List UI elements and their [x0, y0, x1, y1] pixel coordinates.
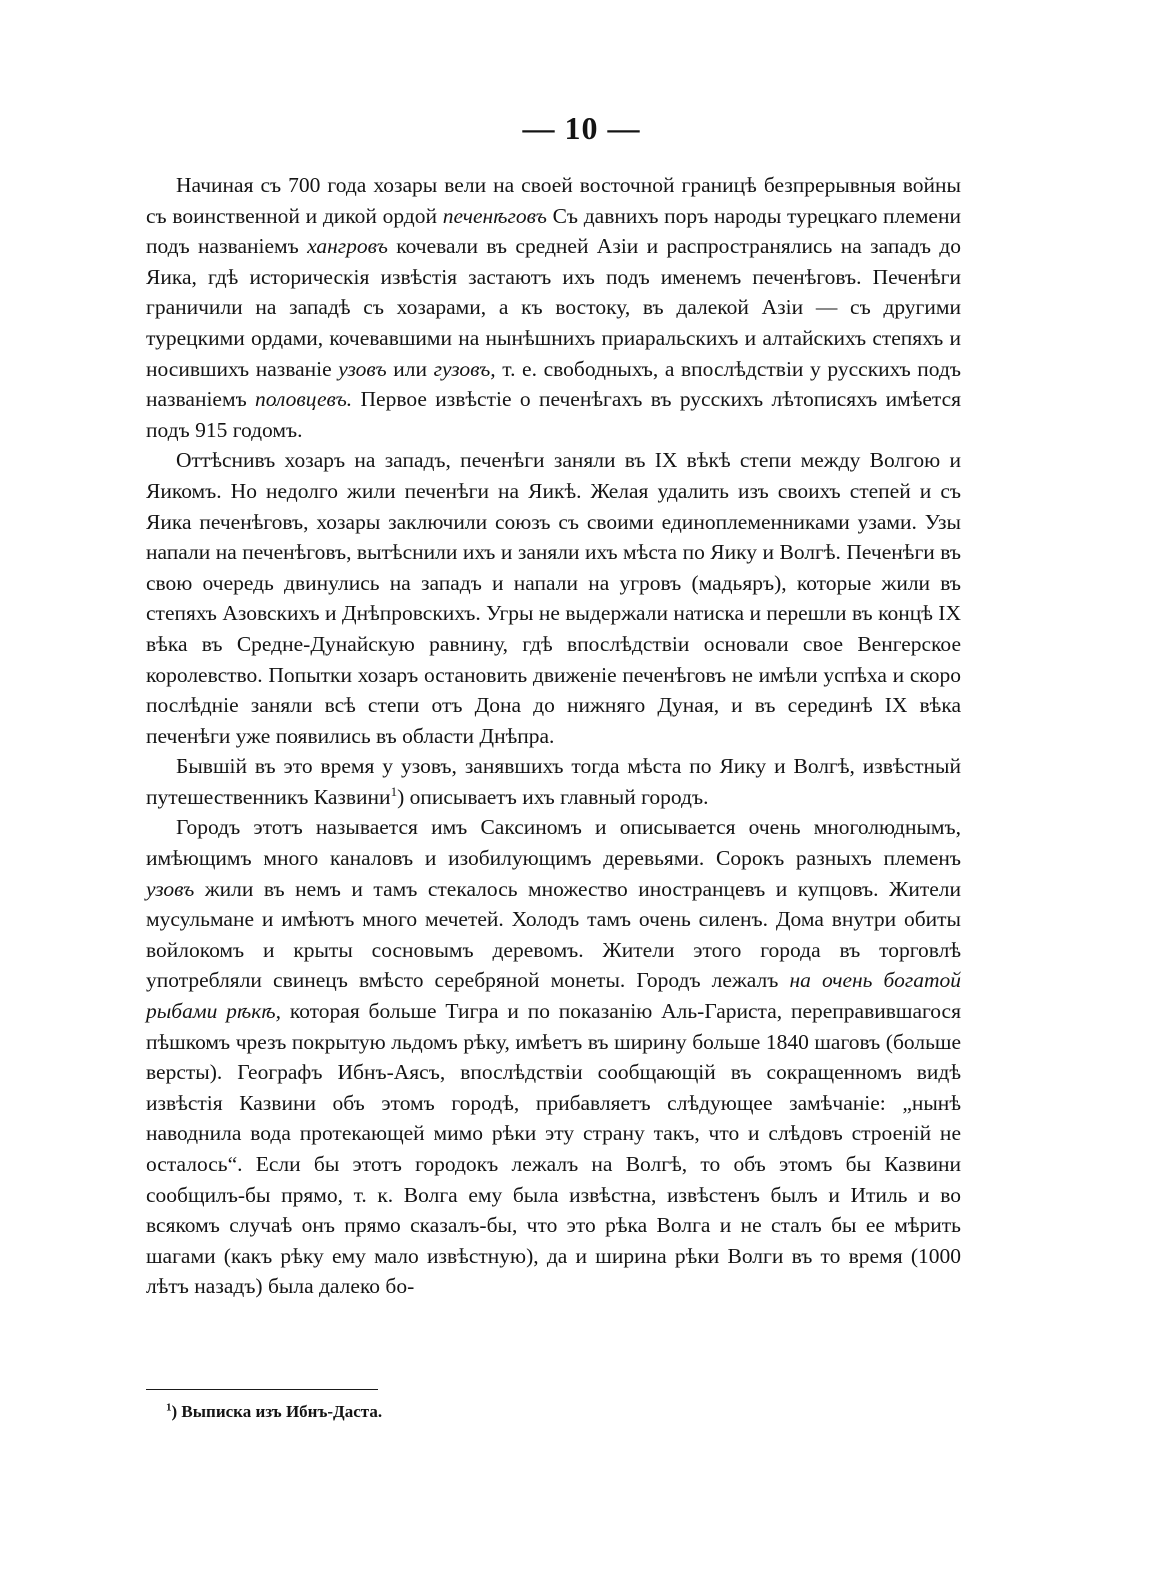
paragraph: [146, 751, 961, 812]
text-segment: ) описываетъ ихъ главный городъ.: [397, 784, 709, 809]
emphasis-text: узовъ: [146, 876, 195, 901]
footnote-marker: 1: [166, 1401, 172, 1414]
emphasis-text: печенѣговъ: [442, 203, 547, 228]
main-text: [146, 170, 961, 1302]
paragraph: [146, 170, 961, 445]
text-segment: которая больше Тигра и по показанію Аль-Гариста, переправившагося пѣшкомъ чрезъ покрытую льдомъ рѣку, имѣетъ въ ширину больше 1840 шаговъ (больше версты). Географъ Ибнъ-Аясъ, впослѣдствіи сообщающій въ сокращенномъ видѣ извѣстія Казвини объ этомъ городѣ, прибавляетъ слѣдующее замѣчаніе: „нынѣ наводнила вода протекающей мимо рѣки эту страну такъ, что и слѣдовъ строеній не осталось“. Если бы этотъ городокъ лежалъ на Волгѣ, то объ этомъ бы Казвини сообщилъ-бы прямо, т. к. Волга ему была извѣстна, извѣстенъ былъ и Итиль и во всякомъ случаѣ онъ прямо сказалъ-бы, что это рѣка Волга и не сталъ бы ее мѣрить шагами (какъ рѣку ему мало извѣстную), да и ширина рѣки Волги въ то время (1000 лѣтъ назадъ) была далеко бо-: [146, 999, 961, 1299]
emphasis-text: гузовъ,: [433, 356, 496, 381]
emphasis-text: узовъ: [338, 356, 387, 381]
text-segment: Начиная съ 700 года хозары вели на своей восточной границѣ безпрерывныя войны съ воинственной и дикой ордой: [146, 173, 961, 228]
page-number: — 10 —: [522, 110, 641, 146]
paragraph: [146, 445, 961, 751]
footnote-reference: 1: [390, 783, 398, 799]
text-segment: т. е. свободныхъ, а впослѣдствіи у русскихъ подъ названіемъ: [146, 356, 961, 412]
paragraph: [146, 812, 961, 1302]
text-segment: или: [386, 356, 434, 381]
footnote: [166, 1402, 382, 1422]
footnote-divider: [146, 1389, 378, 1390]
emphasis-text: половцевъ.: [255, 387, 353, 412]
emphasis-text: хангровъ: [307, 234, 388, 259]
emphasis-text: на очень богатой рыбами рѣкѣ,: [146, 968, 961, 1024]
text-segment: Оттѣснивъ хозаръ на западъ, печенѣги заняли въ IX вѣкѣ степи между Волгою и Яикомъ. Но недолго жили печенѣги на Яикѣ. Желая удалить изъ своихъ степей и съ Яика печенѣговъ, хозары заключили союзъ съ своими единоплеменниками узами. Узы напали на печенѣговъ, вытѣснили ихъ и заняли ихъ мѣста по Яику и Волгѣ. Печенѣги въ свою очередь двинулись на западъ и напали на угровъ (мадьяръ), которые жили въ степяхъ Азовскихъ и Днѣпровскихъ. Угры не выдержали натиска и перешли въ концѣ IX вѣка въ Средне-Дунайскую равнину, гдѣ впослѣдствіи основали свое Венгерское королевство. Попытки хозаръ остановить движеніе печенѣговъ не имѣли успѣха и скоро послѣдніе заняли всѣ степи отъ Дона до нижняго Дуная, и въ серединѣ IX вѣка печенѣги уже появились въ области Днѣпра.: [146, 448, 961, 748]
text-segment: Городъ этотъ называется имъ Саксиномъ и описывается очень многолюднымъ, имѣющимъ много каналовъ и изобилующимъ деревьями. Сорокъ разныхъ племенъ: [146, 815, 961, 871]
text-segment: Съ давнихъ поръ народы турецкаго племени подъ названіемъ: [146, 203, 961, 259]
text-segment: Бывшій въ это время у узовъ, занявшихъ тогда мѣста по Яику и Волгѣ, извѣстный путешественникъ Казвини: [146, 754, 961, 809]
text-segment: жили въ немъ и тамъ стекалось множество иностранцевъ и купцовъ. Жители мусульмане и имѣютъ много мечетей. Холодъ тамъ очень силенъ. Дома внутри обиты войлокомъ и крыты сосновымъ деревомъ. Жители этого города въ торговлѣ употребляли свинецъ вмѣсто серебряной монеты. Городъ лежалъ: [146, 876, 961, 993]
footnote-text: ) Выписка изъ Ибнъ-Даста.: [171, 1402, 383, 1421]
text-segment: Первое извѣстіе о печенѣгахъ въ русскихъ лѣтописяхъ имѣется подъ 915 годомъ.: [146, 387, 961, 442]
text-segment: кочевали въ средней Азіи и распространялись на западъ до Яика, гдѣ историческія извѣстія застаютъ ихъ подъ именемъ печенѣговъ. Печенѣги граничили на западѣ съ хозарами, а къ востоку, въ далекой Азіи — съ другими турецкими ордами, кочевавшими на нынѣшнихъ приаральскихъ и алтайскихъ степяхъ и носившихъ названіе: [146, 234, 961, 381]
